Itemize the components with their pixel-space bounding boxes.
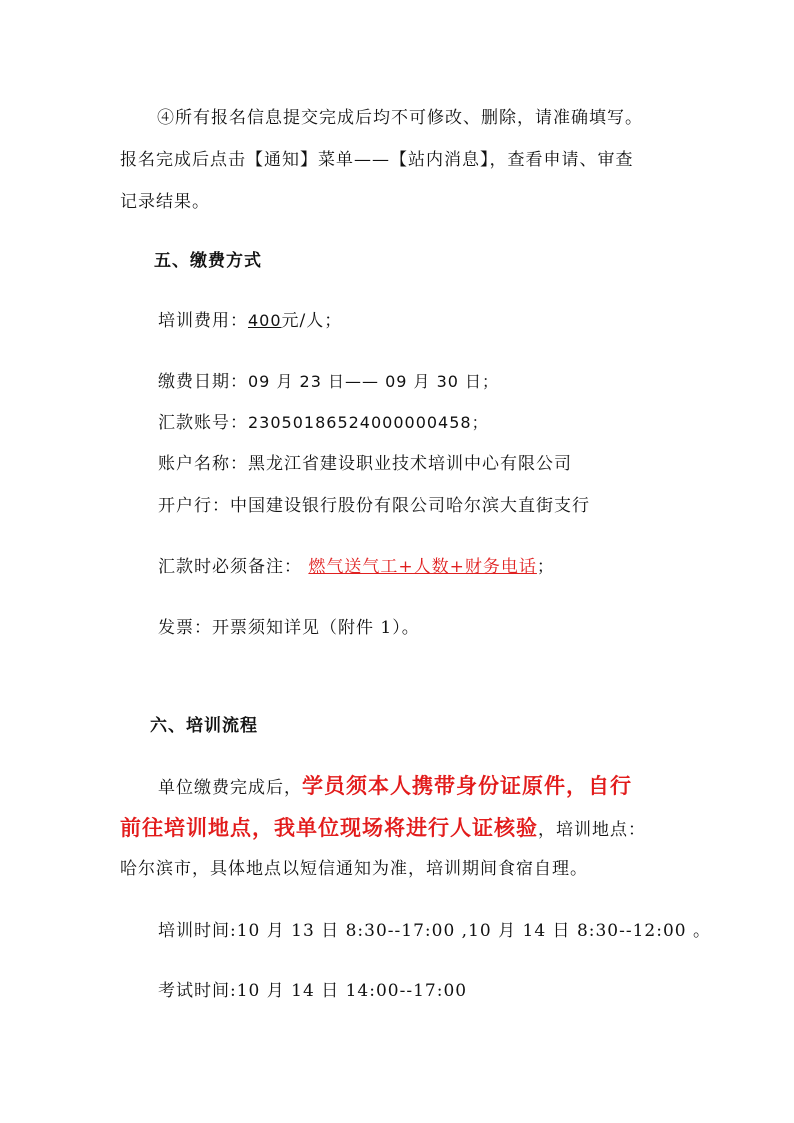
fee-unit: 元/人； <box>281 311 343 331</box>
training-time-line: 培训时间:10 月 13 日 8:30--17:00 ,10 月 14 日 8:30--12:00 。 <box>158 921 712 941</box>
payment-date-line <box>158 370 499 394</box>
account-name-label: 账户名称： <box>158 454 248 474</box>
account-number-value: 23050186524000000458； <box>248 413 489 432</box>
process-line-3: 哈尔滨市，具体地点以短信通知为准，培训期间食宿自理。 <box>120 859 588 879</box>
process-lead: 单位缴费完成后， <box>158 778 302 798</box>
process-emphasis-1: 学员须本人携带身份证原件，自行 <box>302 773 632 798</box>
payment-date-label: 缴费日期： <box>158 372 248 392</box>
bank-value: 中国建设银行股份有限公司哈尔滨大直街支行 <box>230 496 590 516</box>
bank-line <box>158 494 590 518</box>
paragraph-line: ④所有报名信息提交完成后均不可修改、删除，请准确填写。 <box>157 108 643 128</box>
exam-time-line: 考试时间:10 月 14 日 14:00--17:00 <box>158 981 468 1001</box>
process-line-2 <box>120 816 646 842</box>
account-number-label: 汇款账号： <box>158 413 248 433</box>
section-heading-payment: 五、缴费方式 <box>154 251 262 271</box>
paragraph-line: 报名完成后点击【通知】菜单——【站内消息】，查看申请、审查 <box>120 150 634 170</box>
section-heading-process: 六、培训流程 <box>150 716 258 736</box>
remittance-note-line <box>158 555 555 579</box>
paragraph-line: 记录结果。 <box>120 192 210 212</box>
process-emphasis-2: 前往培训地点，我单位现场将进行人证核验 <box>120 815 538 840</box>
process-line-1 <box>158 774 632 800</box>
remittance-note-value: 燃气送气工+人数+财务电话 <box>308 557 537 577</box>
account-number-line <box>158 411 489 435</box>
fee-line <box>158 309 342 333</box>
process-location-label: ，培训地点： <box>538 820 646 840</box>
payment-date-value: 09 月 23 日—— 09 月 30 日； <box>248 372 500 391</box>
remittance-note-label: 汇款时必须备注： <box>158 557 302 577</box>
account-name-line <box>158 452 572 476</box>
account-name-value: 黑龙江省建设职业技术培训中心有限公司 <box>248 454 572 474</box>
fee-label: 培训费用： <box>158 311 248 331</box>
bank-label: 开户行： <box>158 496 230 516</box>
invoice-line: 发票：开票须知详见（附件 1）。 <box>158 618 420 638</box>
fee-value: 400 <box>248 311 282 330</box>
remittance-note-end: ； <box>536 557 555 577</box>
